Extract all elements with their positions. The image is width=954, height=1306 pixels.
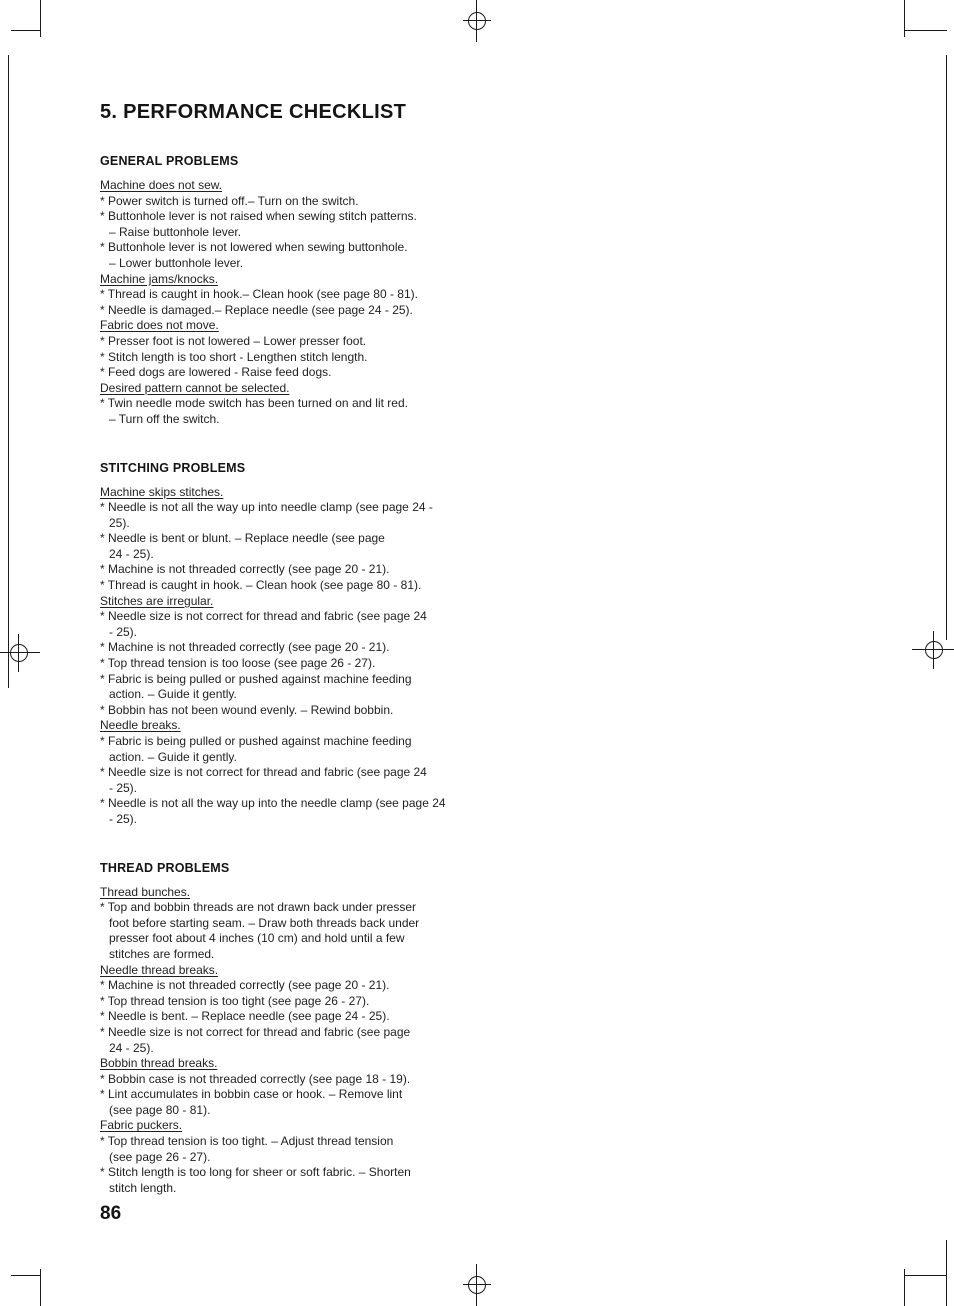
- checklist-line: – Lower buttonhole lever.: [109, 255, 244, 270]
- checklist-line: * Fabric is being pulled or pushed against machine feeding: [100, 734, 412, 748]
- checklist-line: 24 - 25).: [109, 546, 154, 561]
- checklist-line: 25).: [109, 515, 130, 530]
- checklist-line: * Needle is not all the way up into the needle clamp (see page 24: [100, 796, 446, 811]
- checklist-line: * Needle is bent or blunt. – Replace needle (see page: [100, 531, 385, 546]
- checklist-line: - 25).: [109, 811, 138, 826]
- crop-mark-top-right-horizontal: [904, 30, 947, 31]
- checklist-line: * Machine is not threaded correctly (see page 20 - 21).: [100, 562, 390, 577]
- checklist-line: (see page 80 - 81).: [109, 1102, 211, 1117]
- section-heading: STITCHING PROBLEMS: [100, 460, 246, 475]
- checklist-line: * Needle size is not correct for thread and fabric (see page: [100, 1024, 411, 1039]
- crop-mark-top-right-vertical: [904, 0, 905, 37]
- page-title: 5. PERFORMANCE CHECKLIST: [100, 101, 407, 123]
- crosshair-right-circle: [925, 641, 943, 659]
- checklist-line: * Power switch is turned off.– Turn on the switch.: [100, 193, 359, 208]
- crop-mark-bottom-right-horizontal: [904, 1275, 947, 1276]
- checklist-line: * Top thread tension is too loose (see page 26 - 27).: [100, 656, 376, 671]
- problem-label: Machine does not sew.: [100, 178, 223, 192]
- section: [100, 461, 472, 828]
- checklist-line: * Thread is caught in hook. – Clean hook (see page 80 - 81).: [100, 578, 422, 593]
- section: [100, 154, 472, 428]
- checklist-line: * Bobbin case is not threaded correctly (see page 18 - 19).: [100, 1071, 411, 1086]
- section: [100, 861, 472, 1197]
- trim-line-right-bottom: [946, 1240, 947, 1306]
- crosshair-top-circle: [468, 12, 486, 30]
- problem-label: Needle breaks.: [100, 718, 181, 733]
- checklist-line: * Top thread tension is too tight (see page 26 - 27).: [100, 993, 370, 1008]
- crop-mark-top-left-horizontal: [11, 30, 41, 31]
- section-heading: THREAD PROBLEMS: [100, 860, 230, 875]
- checklist-line: * Stitch length is too short - Lengthen stitch length.: [100, 349, 368, 364]
- problem-label: Desired pattern cannot be selected.: [100, 380, 290, 395]
- checklist-line: * Machine is not threaded correctly (see page 20 - 21).: [100, 978, 390, 993]
- checklist-line: – Turn off the switch.: [109, 411, 220, 426]
- problem-label: Fabric does not move.: [100, 318, 219, 333]
- checklist-line: * Needle size is not correct for thread and fabric (see page 24: [100, 765, 427, 780]
- checklist-line: * Presser foot is not lowered – Lower presser foot.: [100, 333, 367, 348]
- section-heading: GENERAL PROBLEMS: [100, 154, 239, 168]
- sections-container: [100, 154, 472, 1196]
- checklist-line: * Lint accumulates in bobbin case or hook. – Remove lint: [100, 1087, 403, 1102]
- problem-label: Thread bunches.: [100, 884, 191, 899]
- checklist-line: * Fabric is being pulled or pushed against machine feeding: [100, 671, 412, 686]
- checklist-line: * Twin needle mode switch has been turned on and lit red.: [100, 396, 408, 411]
- checklist-line: - 25).: [109, 624, 138, 639]
- checklist-line: * Feed dogs are lowered - Raise feed dogs.: [100, 365, 332, 380]
- checklist-line: – Raise buttonhole lever.: [109, 224, 242, 239]
- checklist-line: (see page 26 - 27).: [109, 1149, 211, 1164]
- trim-line-left: [8, 55, 9, 688]
- checklist-line: * Top and bobbin threads are not drawn back under presser: [100, 900, 416, 915]
- checklist-line: action. – Guide it gently.: [109, 749, 237, 764]
- problem-label: Machine jams/knocks.: [100, 271, 219, 286]
- checklist-line: * Needle is not all the way up into needle clamp (see page 24 -: [100, 500, 433, 515]
- page-content: [100, 101, 472, 1229]
- crosshair-bottom-circle: [468, 1276, 486, 1294]
- problem-label: Machine skips stitches.: [100, 484, 224, 499]
- page-number: 86: [100, 1203, 122, 1224]
- checklist-line: * Needle size is not correct for thread and fabric (see page 24: [100, 609, 427, 624]
- checklist-line: * Machine is not threaded correctly (see page 20 - 21).: [100, 640, 390, 655]
- crosshair-left-circle: [10, 644, 28, 662]
- problem-label: Fabric puckers.: [100, 1118, 183, 1133]
- checklist-line: presser foot about 4 inches (10 cm) and hold until a few: [109, 931, 405, 946]
- checklist-line: * Top thread tension is too tight. – Adjust thread tension: [100, 1134, 394, 1149]
- checklist-line: stitch length.: [109, 1180, 177, 1195]
- checklist-line: foot before starting seam. – Draw both threads back under: [109, 915, 420, 930]
- problem-label: Needle thread breaks.: [100, 962, 219, 977]
- checklist-line: stitches are formed.: [109, 946, 215, 961]
- problem-label: Stitches are irregular.: [100, 593, 214, 608]
- checklist-line: 24 - 25).: [109, 1040, 154, 1055]
- checklist-line: * Thread is caught in hook.– Clean hook (see page 80 - 81).: [100, 287, 418, 302]
- crop-mark-top-left-vertical: [40, 0, 41, 37]
- checklist-line: * Stitch length is too long for sheer or soft fabric. – Shorten: [100, 1165, 411, 1180]
- checklist-line: * Bobbin has not been wound evenly. – Rewind bobbin.: [100, 702, 394, 717]
- checklist-line: action. – Guide it gently.: [109, 687, 237, 702]
- checklist-line: * Buttonhole lever is not raised when sewing stitch patterns.: [100, 209, 417, 224]
- checklist-line: - 25).: [109, 780, 138, 795]
- problem-label: Bobbin thread breaks.: [100, 1056, 218, 1071]
- checklist-line: * Needle is damaged.– Replace needle (see page 24 - 25).: [100, 302, 413, 317]
- crop-mark-bottom-left-horizontal: [11, 1275, 41, 1276]
- checklist-line: * Buttonhole lever is not lowered when sewing buttonhole.: [100, 240, 408, 255]
- trim-line-right: [946, 55, 947, 640]
- checklist-line: * Needle is bent. – Replace needle (see page 24 - 25).: [100, 1009, 390, 1024]
